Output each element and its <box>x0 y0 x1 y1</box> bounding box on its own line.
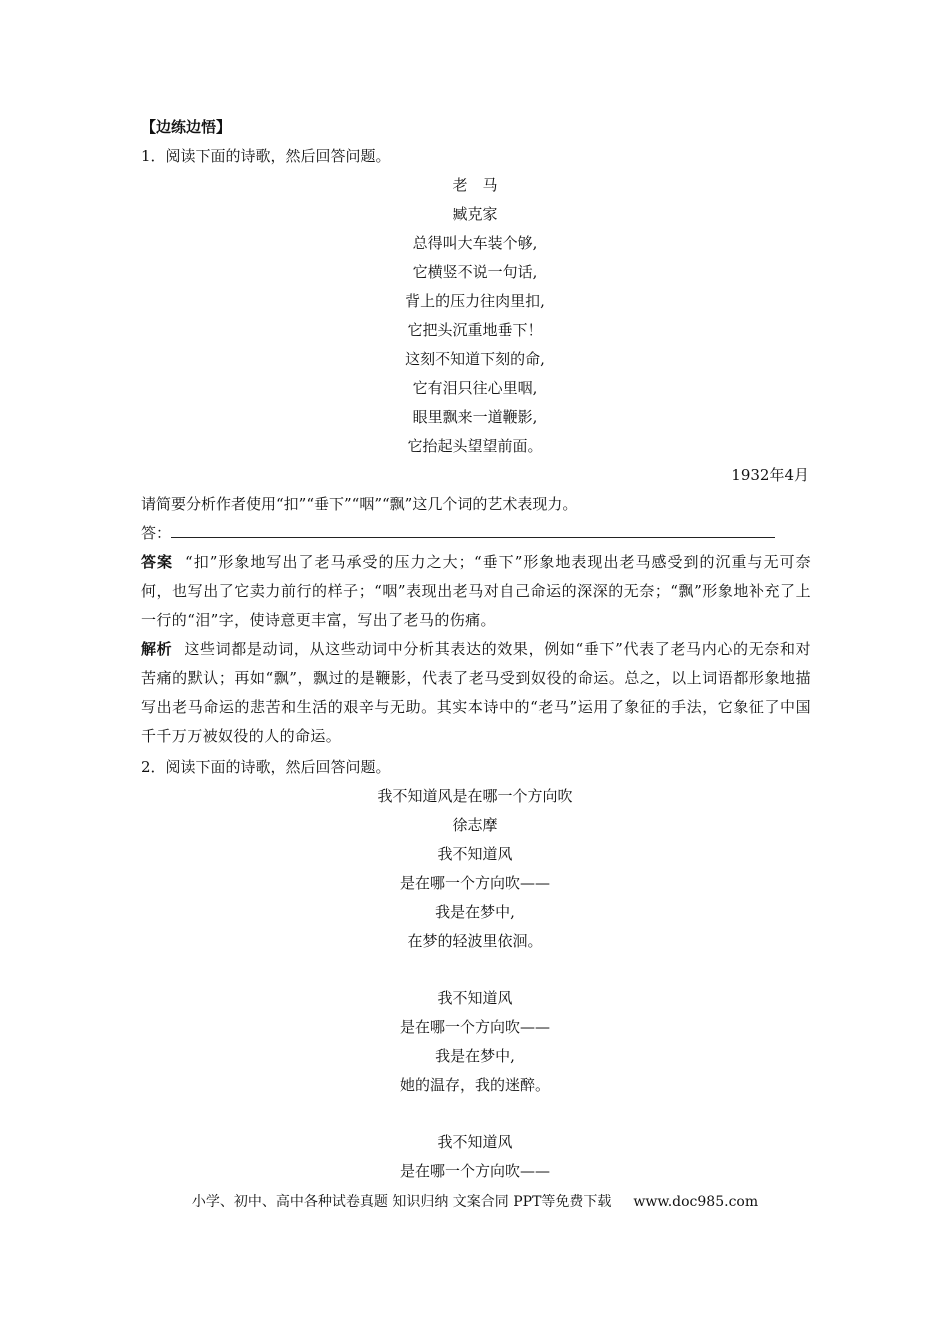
footer-text: 小学、初中、高中各种试卷真题 知识归纳 文案合同 PPT等免费下载 <box>191 1194 612 1210</box>
answer-line <box>141 523 775 543</box>
question-1-prompt: 1．阅读下面的诗歌，然后回答问题。 <box>141 147 391 165</box>
poem-1-line: 眼里飘来一道鞭影, <box>412 408 538 426</box>
poem-2-line: 我是在梦中, <box>435 1047 515 1065</box>
poem-1-line: 它横竖不说一句话, <box>412 263 538 281</box>
answer-blank <box>171 523 775 538</box>
poem-2-line: 我不知道风 <box>437 989 513 1007</box>
poem-1-title: 老 马 <box>452 176 498 194</box>
page-footer <box>0 1192 950 1212</box>
analysis-text: 这些词都是动词，从这些动词中分析其表达的效果，例如“垂下”代表了老马内心的无奈和对苦痛的默认；再如“飘”，飘过的是鞭影，代表了老马受到奴役的命运。总之，以上词语都形象地描写出老马命运的悲苦和生活的艰辛与无助。其实本诗中的“老马”运用了象征的手法，它象征了中国千千万万被奴役的人的命运。 <box>141 640 811 745</box>
poem-2-line: 在梦的轻波里依洄。 <box>407 932 543 950</box>
poem-1-line: 背上的压力往肉里扣, <box>405 292 545 310</box>
question-1-text: 请简要分析作者使用“扣”“垂下”“咽”“飘”这几个词的艺术表现力。 <box>141 495 578 513</box>
poem-1-date: 1932年4月 <box>731 466 809 484</box>
answer-label: 答案 <box>141 553 174 571</box>
footer-site: www.doc985.com <box>633 1194 759 1210</box>
poem-1-line: 这刻不知道下刻的命, <box>405 350 545 368</box>
poem-1-line: 总得叫大车装个够, <box>412 234 538 252</box>
poem-2-line: 她的温存，我的迷醉。 <box>399 1076 550 1094</box>
poem-2-title: 我不知道风是在哪一个方向吹 <box>377 787 573 805</box>
poem-2-author: 徐志摩 <box>452 816 498 834</box>
poem-1-line: 它有泪只往心里咽, <box>412 379 538 397</box>
analysis-paragraph <box>141 635 811 751</box>
poem-2-line: 是在哪一个方向吹—— <box>399 1162 550 1180</box>
poem-1-author: 臧克家 <box>452 205 498 223</box>
poem-2-line: 我是在梦中, <box>435 903 515 921</box>
answer-prefix: 答： <box>141 524 172 542</box>
question-2-prompt: 2．阅读下面的诗歌，然后回答问题。 <box>141 758 391 776</box>
section-title: 【边练边悟】 <box>141 118 232 136</box>
answer-text: “扣”形象地写出了老马承受的压力之大；“垂下”形象地表现出老马感受到的沉重与无可奈何，也写出了它卖力前行的样子；“咽”表现出老马对自己命运的深深的无奈；“飘”形象地补充了上一行的“泪”字，使诗意更丰富，写出了老马的伤痛。 <box>141 553 811 629</box>
poem-2-line: 我不知道风 <box>437 1133 513 1151</box>
poem-1-line: 它把头沉重地垂下！ <box>407 321 543 339</box>
answer-paragraph <box>141 548 811 635</box>
poem-2-line: 我不知道风 <box>437 845 513 863</box>
poem-2-line: 是在哪一个方向吹—— <box>399 874 550 892</box>
poem-1-line: 它抬起头望望前面。 <box>407 437 543 455</box>
analysis-label: 解析 <box>141 640 173 658</box>
poem-2-line: 是在哪一个方向吹—— <box>399 1018 550 1036</box>
